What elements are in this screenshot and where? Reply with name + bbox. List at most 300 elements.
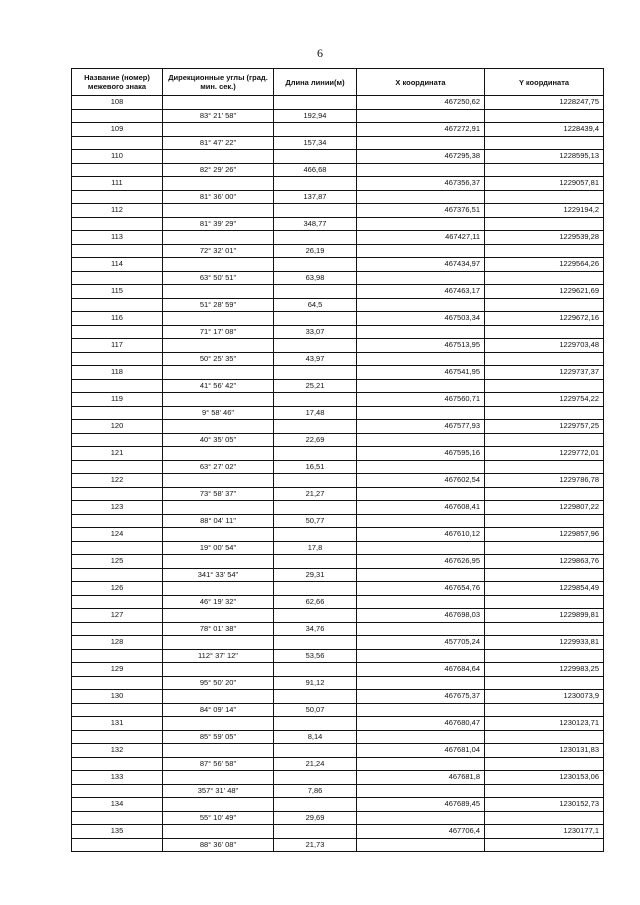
empty-cell	[357, 487, 485, 501]
empty-cell	[357, 244, 485, 258]
point-row	[72, 285, 604, 299]
y-coordinate: 1230073,9	[485, 690, 604, 704]
point-row	[72, 150, 604, 164]
empty-cell	[274, 258, 357, 272]
x-coordinate: 467595,16	[357, 447, 485, 461]
segment-row	[72, 163, 604, 177]
empty-cell	[274, 123, 357, 137]
point-row	[72, 123, 604, 137]
empty-cell	[72, 244, 163, 258]
y-coordinate: 1230152,73	[485, 798, 604, 812]
direction-angle: 40° 35' 05"	[163, 433, 274, 447]
direction-angle: 78° 01' 38"	[163, 622, 274, 636]
direction-angle: 9° 58' 46"	[163, 406, 274, 420]
line-length: 43,97	[274, 352, 357, 366]
point-row	[72, 177, 604, 191]
line-length: 137,87	[274, 190, 357, 204]
line-length: 50,77	[274, 514, 357, 528]
empty-cell	[163, 771, 274, 785]
point-row	[72, 582, 604, 596]
empty-cell	[485, 595, 604, 609]
empty-cell	[163, 123, 274, 137]
line-length: 16,51	[274, 460, 357, 474]
empty-cell	[163, 258, 274, 272]
direction-angle: 71° 17' 08"	[163, 325, 274, 339]
direction-angle: 55° 10' 49"	[163, 811, 274, 825]
point-name: 108	[72, 96, 163, 110]
empty-cell	[274, 393, 357, 407]
line-length: 8,14	[274, 730, 357, 744]
direction-angle: 46° 19' 32"	[163, 595, 274, 609]
empty-cell	[274, 825, 357, 839]
y-coordinate: 1229933,81	[485, 636, 604, 650]
segment-row	[72, 325, 604, 339]
point-name: 132	[72, 744, 163, 758]
x-coordinate: 467376,51	[357, 204, 485, 218]
empty-cell	[357, 838, 485, 852]
direction-angle: 87° 56' 58"	[163, 757, 274, 771]
point-name: 131	[72, 717, 163, 731]
empty-cell	[485, 460, 604, 474]
line-length: 34,76	[274, 622, 357, 636]
empty-cell	[163, 474, 274, 488]
empty-cell	[485, 136, 604, 150]
y-coordinate: 1230123,71	[485, 717, 604, 731]
empty-cell	[485, 244, 604, 258]
x-coordinate: 467272,91	[357, 123, 485, 137]
empty-cell	[274, 474, 357, 488]
point-row	[72, 501, 604, 515]
segment-row	[72, 379, 604, 393]
empty-cell	[72, 163, 163, 177]
empty-cell	[72, 784, 163, 798]
segment-row	[72, 622, 604, 636]
y-coordinate: 1229899,81	[485, 609, 604, 623]
empty-cell	[485, 298, 604, 312]
empty-cell	[163, 744, 274, 758]
segment-row	[72, 460, 604, 474]
empty-cell	[72, 838, 163, 852]
empty-cell	[274, 582, 357, 596]
point-row	[72, 636, 604, 650]
table-body	[72, 96, 604, 852]
line-length: 29,31	[274, 568, 357, 582]
empty-cell	[485, 784, 604, 798]
empty-cell	[274, 447, 357, 461]
segment-row	[72, 136, 604, 150]
point-row	[72, 771, 604, 785]
empty-cell	[163, 717, 274, 731]
empty-cell	[72, 271, 163, 285]
direction-angle: 63° 27' 02"	[163, 460, 274, 474]
y-coordinate: 1230131,83	[485, 744, 604, 758]
empty-cell	[274, 663, 357, 677]
empty-cell	[163, 177, 274, 191]
line-length: 91,12	[274, 676, 357, 690]
empty-cell	[485, 838, 604, 852]
segment-row	[72, 703, 604, 717]
point-row	[72, 609, 604, 623]
empty-cell	[274, 204, 357, 218]
empty-cell	[274, 555, 357, 569]
empty-cell	[163, 636, 274, 650]
empty-cell	[163, 528, 274, 542]
segment-row	[72, 406, 604, 420]
line-length: 21,27	[274, 487, 357, 501]
empty-cell	[274, 231, 357, 245]
point-name: 109	[72, 123, 163, 137]
y-coordinate: 1229737,37	[485, 366, 604, 380]
y-coordinate: 1229857,96	[485, 528, 604, 542]
empty-cell	[357, 514, 485, 528]
line-length: 50,07	[274, 703, 357, 717]
empty-cell	[163, 366, 274, 380]
point-row	[72, 744, 604, 758]
x-coordinate: 467681,8	[357, 771, 485, 785]
empty-cell	[72, 379, 163, 393]
empty-cell	[485, 190, 604, 204]
line-length: 21,73	[274, 838, 357, 852]
empty-cell	[357, 730, 485, 744]
empty-cell	[72, 190, 163, 204]
empty-cell	[485, 649, 604, 663]
y-coordinate: 1230177,1	[485, 825, 604, 839]
empty-cell	[72, 352, 163, 366]
direction-angle: 81° 36' 00"	[163, 190, 274, 204]
point-name: 128	[72, 636, 163, 650]
empty-cell	[485, 703, 604, 717]
x-coordinate: 467681,04	[357, 744, 485, 758]
point-row	[72, 528, 604, 542]
empty-cell	[357, 757, 485, 771]
empty-cell	[72, 730, 163, 744]
header-y: Y координата	[485, 69, 604, 96]
header-name: Название (номер) межевого знака	[72, 69, 163, 96]
empty-cell	[274, 366, 357, 380]
empty-cell	[163, 447, 274, 461]
x-coordinate: 467610,12	[357, 528, 485, 542]
empty-cell	[485, 514, 604, 528]
y-coordinate: 1229807,22	[485, 501, 604, 515]
empty-cell	[72, 595, 163, 609]
empty-cell	[274, 96, 357, 110]
x-coordinate: 467698,03	[357, 609, 485, 623]
empty-cell	[357, 352, 485, 366]
empty-cell	[485, 379, 604, 393]
empty-cell	[72, 217, 163, 231]
empty-cell	[163, 339, 274, 353]
direction-angle: 82° 29' 26"	[163, 163, 274, 177]
point-name: 116	[72, 312, 163, 326]
line-length: 22,69	[274, 433, 357, 447]
empty-cell	[72, 406, 163, 420]
empty-cell	[163, 150, 274, 164]
segment-row	[72, 541, 604, 555]
empty-cell	[72, 298, 163, 312]
direction-angle: 19° 00' 54"	[163, 541, 274, 555]
segment-row	[72, 190, 604, 204]
x-coordinate: 467680,47	[357, 717, 485, 731]
x-coordinate: 467295,38	[357, 150, 485, 164]
y-coordinate: 1229057,81	[485, 177, 604, 191]
y-coordinate: 1228247,75	[485, 96, 604, 110]
empty-cell	[72, 703, 163, 717]
empty-cell	[72, 676, 163, 690]
empty-cell	[274, 609, 357, 623]
empty-cell	[163, 555, 274, 569]
header-x: X координата	[357, 69, 485, 96]
empty-cell	[357, 190, 485, 204]
empty-cell	[274, 528, 357, 542]
point-row	[72, 339, 604, 353]
empty-cell	[163, 231, 274, 245]
y-coordinate: 1229786,78	[485, 474, 604, 488]
empty-cell	[485, 271, 604, 285]
y-coordinate: 1229983,25	[485, 663, 604, 677]
point-row	[72, 96, 604, 110]
line-length: 29,69	[274, 811, 357, 825]
header-angle: Дирекционные углы (град. мин. сек.)	[163, 69, 274, 96]
segment-row	[72, 271, 604, 285]
point-row	[72, 717, 604, 731]
x-coordinate: 467250,62	[357, 96, 485, 110]
y-coordinate: 1228595,13	[485, 150, 604, 164]
point-row	[72, 690, 604, 704]
segment-row	[72, 730, 604, 744]
point-name: 122	[72, 474, 163, 488]
header-length: Длина линии(м)	[274, 69, 357, 96]
point-name: 123	[72, 501, 163, 515]
point-row	[72, 258, 604, 272]
empty-cell	[357, 325, 485, 339]
empty-cell	[72, 514, 163, 528]
x-coordinate: 467626,95	[357, 555, 485, 569]
x-coordinate: 467654,76	[357, 582, 485, 596]
segment-row	[72, 568, 604, 582]
empty-cell	[274, 771, 357, 785]
x-coordinate: 457705,24	[357, 636, 485, 650]
empty-cell	[485, 433, 604, 447]
y-coordinate: 1228439,4	[485, 123, 604, 137]
empty-cell	[485, 109, 604, 123]
line-length: 17,48	[274, 406, 357, 420]
empty-cell	[274, 690, 357, 704]
y-coordinate: 1229672,16	[485, 312, 604, 326]
segment-row	[72, 784, 604, 798]
point-name: 124	[72, 528, 163, 542]
empty-cell	[163, 96, 274, 110]
x-coordinate: 467577,93	[357, 420, 485, 434]
empty-cell	[485, 325, 604, 339]
line-length: 17,8	[274, 541, 357, 555]
point-name: 129	[72, 663, 163, 677]
y-coordinate: 1229772,01	[485, 447, 604, 461]
y-coordinate: 1229621,69	[485, 285, 604, 299]
direction-angle: 51° 28' 59"	[163, 298, 274, 312]
empty-cell	[274, 501, 357, 515]
empty-cell	[72, 568, 163, 582]
empty-cell	[72, 136, 163, 150]
segment-row	[72, 352, 604, 366]
empty-cell	[357, 109, 485, 123]
empty-cell	[274, 339, 357, 353]
empty-cell	[357, 271, 485, 285]
empty-cell	[485, 352, 604, 366]
line-length: 64,5	[274, 298, 357, 312]
page-number: 6	[317, 46, 323, 60]
point-name: 135	[72, 825, 163, 839]
empty-cell	[485, 163, 604, 177]
point-row	[72, 447, 604, 461]
direction-angle: 85° 59' 05"	[163, 730, 274, 744]
x-coordinate: 467427,11	[357, 231, 485, 245]
empty-cell	[357, 568, 485, 582]
empty-cell	[72, 541, 163, 555]
empty-cell	[274, 744, 357, 758]
direction-angle: 357° 31' 48"	[163, 784, 274, 798]
empty-cell	[163, 393, 274, 407]
empty-cell	[163, 690, 274, 704]
point-name: 119	[72, 393, 163, 407]
x-coordinate: 467541,95	[357, 366, 485, 380]
segment-row	[72, 811, 604, 825]
y-coordinate: 1229854,49	[485, 582, 604, 596]
line-length: 62,66	[274, 595, 357, 609]
point-row	[72, 204, 604, 218]
line-length: 33,07	[274, 325, 357, 339]
direction-angle: 84° 09' 14"	[163, 703, 274, 717]
empty-cell	[357, 460, 485, 474]
direction-angle: 88° 04' 11"	[163, 514, 274, 528]
empty-cell	[274, 177, 357, 191]
empty-cell	[163, 501, 274, 515]
x-coordinate: 467684,64	[357, 663, 485, 677]
empty-cell	[485, 676, 604, 690]
line-length: 466,68	[274, 163, 357, 177]
empty-cell	[357, 595, 485, 609]
empty-cell	[72, 460, 163, 474]
empty-cell	[274, 150, 357, 164]
empty-cell	[357, 433, 485, 447]
segment-row	[72, 487, 604, 501]
empty-cell	[274, 420, 357, 434]
y-coordinate: 1230153,06	[485, 771, 604, 785]
y-coordinate: 1229754,22	[485, 393, 604, 407]
empty-cell	[485, 730, 604, 744]
segment-row	[72, 676, 604, 690]
direction-angle: 72° 32' 01"	[163, 244, 274, 258]
direction-angle: 83° 21' 58"	[163, 109, 274, 123]
line-length: 348,77	[274, 217, 357, 231]
empty-cell	[72, 622, 163, 636]
direction-angle: 81° 39' 29"	[163, 217, 274, 231]
empty-cell	[485, 487, 604, 501]
x-coordinate: 467503,34	[357, 312, 485, 326]
table-header-row	[72, 69, 604, 96]
empty-cell	[163, 798, 274, 812]
line-length: 26,19	[274, 244, 357, 258]
empty-cell	[357, 703, 485, 717]
empty-cell	[357, 541, 485, 555]
empty-cell	[163, 582, 274, 596]
point-row	[72, 825, 604, 839]
empty-cell	[72, 811, 163, 825]
empty-cell	[485, 811, 604, 825]
line-length: 21,24	[274, 757, 357, 771]
x-coordinate: 467608,41	[357, 501, 485, 515]
empty-cell	[163, 420, 274, 434]
empty-cell	[357, 676, 485, 690]
segment-row	[72, 109, 604, 123]
point-row	[72, 366, 604, 380]
empty-cell	[72, 109, 163, 123]
empty-cell	[274, 636, 357, 650]
point-row	[72, 555, 604, 569]
point-name: 133	[72, 771, 163, 785]
empty-cell	[163, 825, 274, 839]
segment-row	[72, 649, 604, 663]
direction-angle: 41° 56' 42"	[163, 379, 274, 393]
empty-cell	[72, 757, 163, 771]
empty-cell	[485, 406, 604, 420]
point-name: 111	[72, 177, 163, 191]
x-coordinate: 467560,71	[357, 393, 485, 407]
empty-cell	[357, 136, 485, 150]
empty-cell	[485, 217, 604, 231]
empty-cell	[163, 312, 274, 326]
y-coordinate: 1229194,2	[485, 204, 604, 218]
segment-row	[72, 244, 604, 258]
point-name: 121	[72, 447, 163, 461]
y-coordinate: 1229564,26	[485, 258, 604, 272]
direction-angle: 81° 47' 22"	[163, 136, 274, 150]
line-length: 157,34	[274, 136, 357, 150]
point-name: 113	[72, 231, 163, 245]
point-row	[72, 231, 604, 245]
segment-row	[72, 514, 604, 528]
y-coordinate: 1229863,76	[485, 555, 604, 569]
coordinates-table	[71, 68, 604, 852]
empty-cell	[72, 649, 163, 663]
empty-cell	[72, 433, 163, 447]
segment-row	[72, 595, 604, 609]
point-name: 114	[72, 258, 163, 272]
empty-cell	[357, 217, 485, 231]
segment-row	[72, 298, 604, 312]
point-row	[72, 393, 604, 407]
point-name: 130	[72, 690, 163, 704]
x-coordinate: 467602,54	[357, 474, 485, 488]
empty-cell	[163, 663, 274, 677]
point-name: 110	[72, 150, 163, 164]
empty-cell	[163, 285, 274, 299]
empty-cell	[72, 487, 163, 501]
empty-cell	[274, 798, 357, 812]
segment-row	[72, 217, 604, 231]
empty-cell	[72, 325, 163, 339]
point-row	[72, 312, 604, 326]
point-name: 118	[72, 366, 163, 380]
y-coordinate: 1229539,28	[485, 231, 604, 245]
point-row	[72, 663, 604, 677]
point-name: 117	[72, 339, 163, 353]
point-name: 125	[72, 555, 163, 569]
segment-row	[72, 757, 604, 771]
empty-cell	[274, 285, 357, 299]
point-name: 134	[72, 798, 163, 812]
empty-cell	[357, 163, 485, 177]
x-coordinate: 467356,37	[357, 177, 485, 191]
